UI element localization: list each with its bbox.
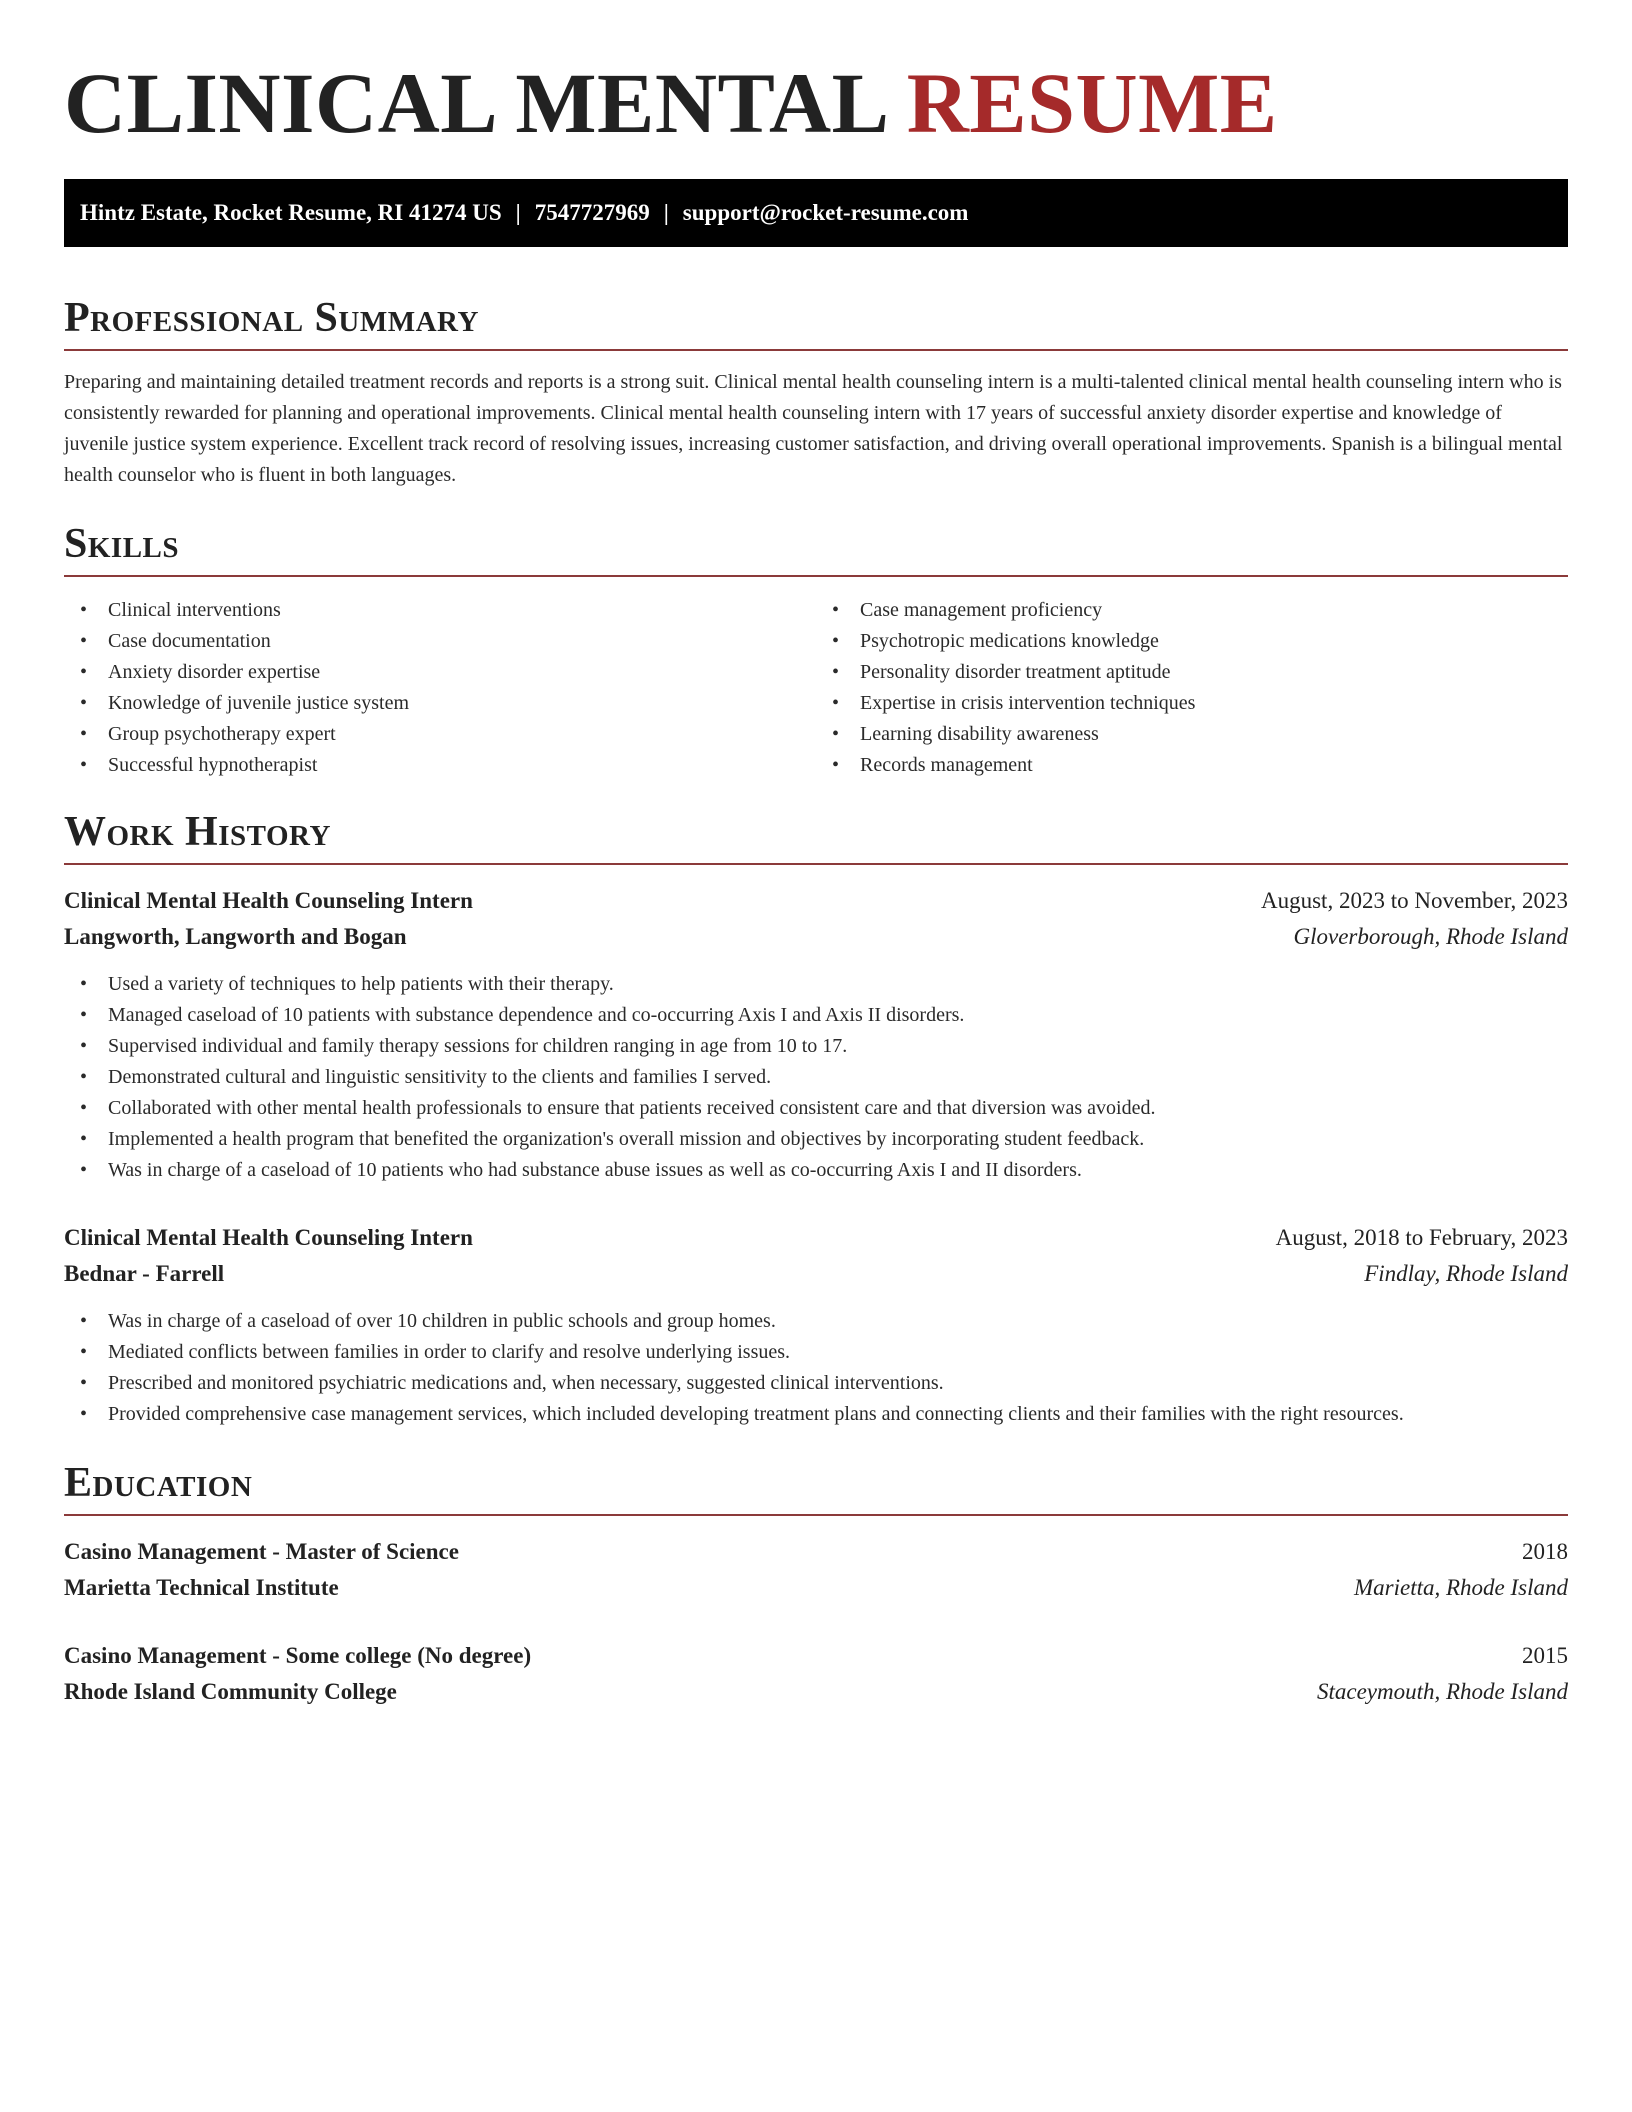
job-bullet: • Implemented a health program that benefited the organization's overall mission and objectives by incorporating student feedback. (64, 1124, 1568, 1155)
education-degree: Casino Management - Master of Science (64, 1539, 459, 1565)
skills-section (64, 521, 1568, 781)
education-school-row (64, 1570, 1568, 1606)
job-bullet: • Mediated conflicts between families in order to clarify and resolve underlying issues. (64, 1337, 1568, 1368)
contact-email[interactable]: support@rocket-resume.com (682, 199, 969, 225)
summary-text: Preparing and maintaining detailed treatment records and reports is a strong suit. Clinical mental health counseling intern is a multi-talented clinical mental health counseling intern who is consistently rewarded for planning and operational improvements. Clinical mental health counseling intern with 17 years of successful anxiety disorder expertise and knowledge of juvenile justice system experience. Excellent track record of resolving issues, increasing customer satisfaction, and driving overall operational improvements. Spanish is a bilingual mental health counselor who is fluent in both languages. (64, 370, 1563, 486)
work-history-heading: Work History (64, 809, 1568, 865)
contact-phone: 7547727969 (534, 199, 650, 225)
skill-item: • Anxiety disorder expertise (64, 657, 816, 688)
job-entry (64, 1220, 1568, 1430)
job-bullets (64, 969, 1568, 1186)
education-degree: Casino Management - Some college (No degree) (64, 1643, 532, 1669)
job-bullet: • Prescribed and monitored psychiatric medications and, when necessary, suggested clinical interventions. (64, 1368, 1568, 1399)
work-history-section (64, 809, 1568, 1430)
skill-item: • Records management (816, 750, 1568, 781)
skills-list (64, 595, 1568, 781)
job-bullet: • Managed caseload of 10 patients with substance dependence and co-occurring Axis I and Axis II disorders. (64, 1000, 1568, 1031)
job-dates: August, 2023 to November, 2023 (1261, 888, 1568, 914)
skill-item: • Psychotropic medications knowledge (816, 626, 1568, 657)
education-year: 2018 (1522, 1539, 1568, 1565)
job-bullet: • Collaborated with other mental health professionals to ensure that patients received consistent care and that diversion was avoided. (64, 1093, 1568, 1124)
title-accent: RESUME (906, 55, 1278, 151)
skill-item: • Clinical interventions (64, 595, 816, 626)
job-bullets (64, 1306, 1568, 1430)
education-degree-row (64, 1534, 1568, 1570)
skill-item: • Expertise in crisis intervention techniques (816, 688, 1568, 719)
job-company-row (64, 919, 1568, 955)
job-header-row (64, 883, 1568, 919)
job-bullet: • Demonstrated cultural and linguistic sensitivity to the clients and families I served. (64, 1062, 1568, 1093)
education-heading: Education (64, 1460, 1568, 1516)
contact-address: Hintz Estate, Rocket Resume, RI 41274 US (80, 199, 502, 225)
education-year: 2015 (1522, 1643, 1568, 1669)
contact-separator: | (515, 199, 521, 225)
skill-item: • Learning disability awareness (816, 719, 1568, 750)
skill-item: • Knowledge of juvenile justice system (64, 688, 816, 719)
contact-separator: | (663, 199, 669, 225)
job-bullet: • Was in charge of a caseload of over 10 children in public schools and group homes. (64, 1306, 1568, 1337)
skill-item: • Case documentation (64, 626, 816, 657)
summary-heading: Professional Summary (64, 295, 1568, 351)
job-header-row (64, 1220, 1568, 1256)
education-degree-row (64, 1638, 1568, 1674)
job-company: Bednar - Farrell (64, 1261, 225, 1287)
job-bullet: • Supervised individual and family therapy sessions for children ranging in age from 10 to 17. (64, 1031, 1568, 1062)
education-entry (64, 1638, 1568, 1710)
education-location: Marietta, Rhode Island (1354, 1575, 1568, 1601)
skills-heading: Skills (64, 521, 1568, 577)
skill-item: • Successful hypnotherapist (64, 750, 816, 781)
skills-column-right (816, 595, 1568, 781)
education-section (64, 1460, 1568, 1710)
job-bullet: • Was in charge of a caseload of 10 patients who had substance abuse issues as well as co-occurring Axis I and II disorders. (64, 1155, 1568, 1186)
resume-title (64, 56, 1568, 151)
job-location: Gloverborough, Rhode Island (1293, 924, 1568, 950)
skill-item: • Group psychotherapy expert (64, 719, 816, 750)
job-dates: August, 2018 to February, 2023 (1275, 1225, 1568, 1251)
skill-item: • Personality disorder treatment aptitude (816, 657, 1568, 688)
job-company-row (64, 1256, 1568, 1292)
title-main: CLINICAL MENTAL (64, 55, 885, 151)
job-title: Clinical Mental Health Counseling Intern (64, 1225, 473, 1251)
skills-column-left (64, 595, 816, 781)
education-school-row (64, 1674, 1568, 1710)
job-location: Findlay, Rhode Island (1364, 1261, 1568, 1287)
summary-section (64, 295, 1568, 491)
contact-bar (64, 179, 1568, 247)
job-bullet: • Provided comprehensive case management services, which included developing treatment plans and connecting clients and their families with the right resources. (64, 1399, 1568, 1430)
job-company: Langworth, Langworth and Bogan (64, 924, 407, 950)
education-school: Marietta Technical Institute (64, 1575, 339, 1601)
skill-item: • Case management proficiency (816, 595, 1568, 626)
education-entry (64, 1534, 1568, 1606)
job-entry (64, 883, 1568, 1186)
education-school: Rhode Island Community College (64, 1679, 397, 1705)
job-title: Clinical Mental Health Counseling Intern (64, 888, 473, 914)
education-location: Staceymouth, Rhode Island (1316, 1679, 1568, 1705)
job-bullet: • Used a variety of techniques to help patients with their therapy. (64, 969, 1568, 1000)
